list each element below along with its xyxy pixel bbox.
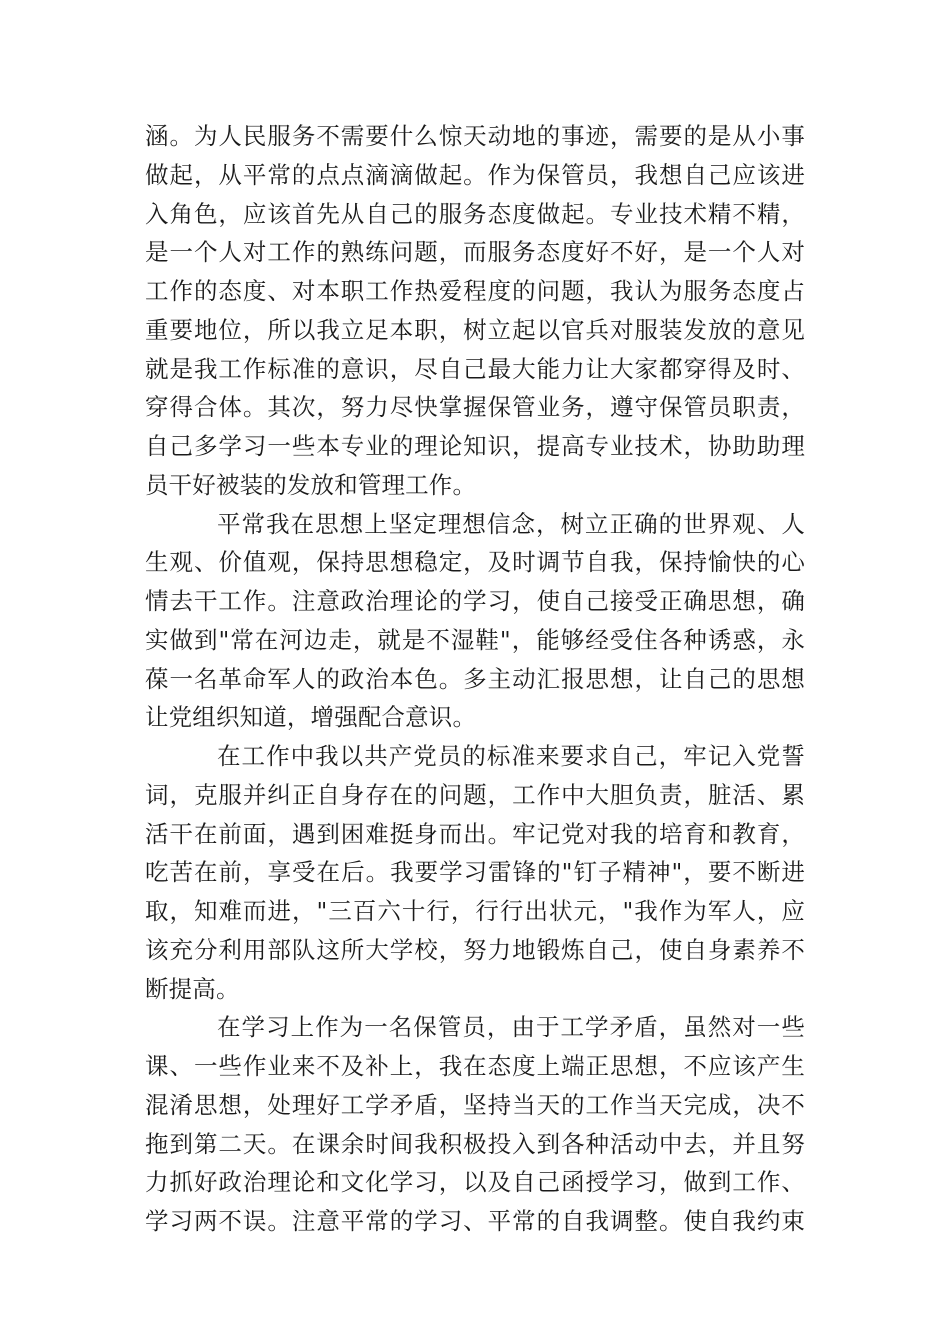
text-line: 实做到"常在河边走，就是不湿鞋"，能够经受住各种诱惑，永 (145, 625, 805, 654)
text-line: 自己多学习一些本专业的理论知识，提高专业技术，协助助理 (145, 432, 805, 460)
text-line: 词，克服并纠正自身存在的问题，工作中大胆负责，脏活、累 (145, 780, 805, 809)
text-line: 该充分利用部队这所大学校，努力地锻炼自己，使自身素养不 (145, 935, 805, 964)
text-line: 员干好被装的发放和管理工作。 (145, 470, 477, 499)
paragraph-first-line: 在工作中我以共产党员的标准来要求自己，牢记入党誓 (217, 742, 805, 770)
text-line: 取，知难而进，"三百六十行，行行出状元，"我作为军人，应 (145, 897, 805, 925)
text-line: 工作的态度、对本职工作热爱程度的问题，我认为服务态度占 (145, 277, 805, 305)
text-line: 情去干工作。注意政治理论的学习，使自己接受正确思想，确 (145, 587, 805, 615)
text-line: 混淆思想，处理好工学矛盾，坚持当天的工作当天完成，决不 (145, 1090, 805, 1119)
paragraph-first-line: 平常我在思想上坚定理想信念，树立正确的世界观、人 (217, 509, 805, 538)
text-line: 课、一些作业来不及补上，我在态度上端正思想，不应该产生 (145, 1052, 805, 1080)
text-line: 重要地位，所以我立足本职，树立起以官兵对服装发放的意见 (145, 315, 805, 344)
text-line: 就是我工作标准的意识，尽自己最大能力让大家都穿得及时、 (145, 354, 805, 383)
text-line: 拖到第二天。在课余时间我积极投入到各种活动中去，并且努 (145, 1129, 805, 1158)
text-line: 生观、价值观，保持思想稳定，及时调节自我，保持愉快的心 (145, 548, 805, 577)
text-line: 活干在前面，遇到困难挺身而出。牢记党对我的培育和教育， (145, 819, 805, 848)
text-line: 葆一名革命军人的政治本色。多主动汇报思想，让自己的思想 (145, 664, 805, 693)
text-line: 让党组织知道，增强配合意识。 (145, 703, 477, 732)
paragraph-first-line: 在学习上作为一名保管员，由于工学矛盾，虽然对一些 (217, 1013, 805, 1042)
document-body (145, 117, 805, 1241)
text-line: 是一个人对工作的熟练问题，而服务态度好不好，是一个人对 (145, 238, 805, 267)
text-line: 穿得合体。其次，努力尽快掌握保管业务，遵守保管员职责， (145, 393, 805, 422)
text-line: 力抓好政治理论和文化学习，以及自己函授学习，做到工作、 (145, 1168, 805, 1197)
text-line: 涵。为人民服务不需要什么惊天动地的事迹，需要的是从小事 (145, 122, 805, 150)
text-line: 入角色，应该首先从自己的服务态度做起。专业技术精不精， (145, 199, 805, 228)
text-line: 吃苦在前，享受在后。我要学习雷锋的"钉子精神"，要不断进 (145, 858, 805, 887)
text-line: 学习两不误。注意平常的学习、平常的自我调整。使自我约束 (145, 1207, 805, 1235)
text-line: 断提高。 (145, 974, 240, 1003)
text-line: 做起，从平常的点点滴滴做起。作为保管员，我想自己应该进 (145, 160, 805, 189)
